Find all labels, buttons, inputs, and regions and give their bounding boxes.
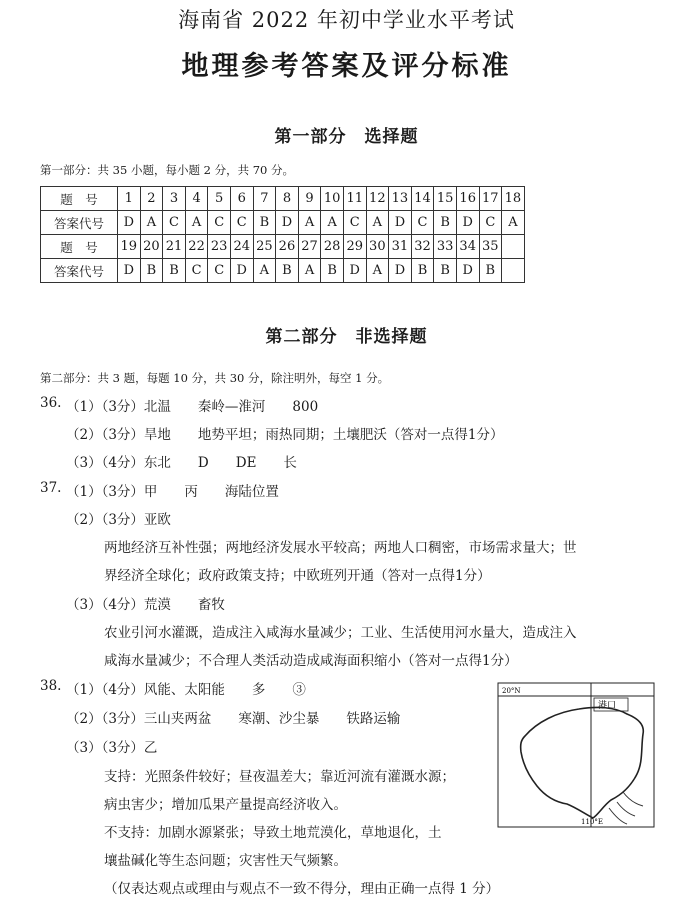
question-number-cell: 12 <box>366 187 389 211</box>
q38-oppose-line2: 壤盐碱化等生态问题；灾害性天气频繁。 <box>104 853 347 869</box>
question-number-cell: 5 <box>208 187 231 211</box>
question-number-cell: 21 <box>163 235 186 259</box>
q38-footnote: （仅表达观点或理由与观点不一致不得分，理由正确一点得 1 分） <box>104 881 500 897</box>
answer-code-cell: C <box>343 211 366 235</box>
answer-code-cell: C <box>208 259 231 283</box>
answer-code-cell: D <box>389 211 412 235</box>
answer-code-cell: A <box>185 211 208 235</box>
q37-answer-3-line1: 农业引河水灌溉，造成注入咸海水量减少；工业、生活使用河水量大，造成注入 <box>104 625 577 641</box>
question-number-cell: 34 <box>456 235 479 259</box>
answer-code-cell: B <box>434 259 457 283</box>
answer-code-cell: D <box>456 211 479 235</box>
answer-code-cell: C <box>185 259 208 283</box>
answer-code-cell: D <box>456 259 479 283</box>
q38-answer-2: （2）（3分）三山夹两盆 寒潮、沙尘暴 铁路运输 <box>66 711 401 727</box>
table-row-answer-codes <box>41 211 525 235</box>
q38-number: 38. <box>40 678 62 694</box>
q36-number: 36. <box>40 395 62 411</box>
answer-code-cell: D <box>118 211 141 235</box>
q36-answer-3: （3）（4分）东北 D DE 长 <box>66 455 297 471</box>
answer-table <box>40 186 525 283</box>
q36-answer-2: （2）（3分）旱地 地势平坦；雨热同期；土壤肥沃（答对一点得1分） <box>66 427 504 443</box>
answer-code-cell: C <box>411 211 434 235</box>
question-number-cell: 17 <box>479 187 502 211</box>
question-number-cell: 18 <box>502 187 525 211</box>
answer-code-cell: C <box>479 211 502 235</box>
question-number-cell: 16 <box>456 187 479 211</box>
table-row-question-numbers <box>41 235 525 259</box>
question-number-cell: 33 <box>434 235 457 259</box>
question-number-cell: 6 <box>230 187 253 211</box>
document-subtitle: 地理参考答案及评分标准 <box>181 51 512 82</box>
part1-note: 第一部分：共 35 小题，每小题 2 分，共 70 分。 <box>40 163 295 177</box>
q37-answer-3: （3）（4分）荒漠 畜牧 <box>66 597 225 613</box>
answer-code-cell: B <box>253 211 276 235</box>
question-number-cell: 20 <box>140 235 163 259</box>
answer-code-cell: D <box>276 211 299 235</box>
q37-answer-1: （1）（3分）甲 丙 海陆位置 <box>66 484 279 500</box>
table-row-answer-codes <box>41 259 525 283</box>
q37-answer-2-line2: 界经济全球化；政府政策支持；中欧班列开通（答对一点得1分） <box>104 568 491 584</box>
answer-code-cell: D <box>230 259 253 283</box>
port-label: 港口 <box>598 701 617 711</box>
q36-answer-1: （1）（3分）北温 秦岭—淮河 800 <box>66 399 319 415</box>
q38-support-line2: 病虫害少；增加瓜果产量提高经济收入。 <box>104 797 347 813</box>
question-number-cell: 25 <box>253 235 276 259</box>
question-number-cell: 7 <box>253 187 276 211</box>
answer-code-cell: A <box>502 211 525 235</box>
question-number-cell: 32 <box>411 235 434 259</box>
answer-code-cell: C <box>230 211 253 235</box>
question-number-cell: 23 <box>208 235 231 259</box>
question-number-cell: 11 <box>343 187 366 211</box>
hainan-map-figure <box>497 682 655 828</box>
question-number-cell: 22 <box>185 235 208 259</box>
answer-code-cell: D <box>389 259 412 283</box>
row-header-cell: 答案代号 <box>41 259 118 283</box>
question-number-cell: 1 <box>118 187 141 211</box>
q38-answer-1: （1）（4分）风能、太阳能 多 ③ <box>66 682 306 698</box>
answer-code-cell: B <box>276 259 299 283</box>
question-number-cell: 4 <box>185 187 208 211</box>
answer-code-cell: C <box>163 211 186 235</box>
question-number-cell: 31 <box>389 235 412 259</box>
exam-title: 海南省 2022 年初中学业水平考试 <box>178 8 515 32</box>
q38-oppose-line1: 不支持：加剧水源紧张；导致土地荒漠化，草地退化，土 <box>104 825 442 841</box>
q37-number: 37. <box>40 480 62 496</box>
longitude-label: 110°E <box>581 818 603 826</box>
answer-code-cell: B <box>163 259 186 283</box>
answer-code-cell: A <box>366 259 389 283</box>
q37-answer-3-line2: 咸海水量减少；不合理人类活动造成咸海面积缩小（答对一点得1分） <box>104 653 518 669</box>
question-number-cell: 19 <box>118 235 141 259</box>
row-header-cell: 题 号 <box>41 235 118 259</box>
question-number-cell: 15 <box>434 187 457 211</box>
q37-answer-2: （2）（3分）亚欧 <box>66 512 171 528</box>
question-number-cell: 35 <box>479 235 502 259</box>
row-header-cell: 答案代号 <box>41 211 118 235</box>
table-row-question-numbers <box>41 187 525 211</box>
question-number-cell: 27 <box>298 235 321 259</box>
question-number-cell: 13 <box>389 187 412 211</box>
question-number-cell: 30 <box>366 235 389 259</box>
answer-code-cell: A <box>366 211 389 235</box>
answer-code-cell: B <box>411 259 434 283</box>
question-number-cell: 8 <box>276 187 299 211</box>
question-number-cell: 2 <box>140 187 163 211</box>
part2-note: 第二部分：共 3 题，每题 10 分，共 30 分，除注明外，每空 1 分。 <box>40 371 390 385</box>
answer-code-cell: A <box>140 211 163 235</box>
question-number-cell: 14 <box>411 187 434 211</box>
question-number-cell: 3 <box>163 187 186 211</box>
q37-answer-2-line1: 两地经济互补性强；两地经济发展水平较高；两地人口稠密，市场需求量大；世 <box>104 540 577 556</box>
question-number-cell: 26 <box>276 235 299 259</box>
answer-code-cell: D <box>343 259 366 283</box>
answer-code-cell: A <box>298 259 321 283</box>
row-header-cell: 题 号 <box>41 187 118 211</box>
question-number-cell: 10 <box>321 187 344 211</box>
answer-code-cell: B <box>321 259 344 283</box>
question-number-cell: 29 <box>343 235 366 259</box>
latitude-label: 20°N <box>502 687 521 695</box>
question-number-cell: 28 <box>321 235 344 259</box>
answer-code-cell: A <box>253 259 276 283</box>
answer-code-cell: D <box>118 259 141 283</box>
answer-code-cell <box>502 259 525 283</box>
answer-code-cell: C <box>208 211 231 235</box>
question-number-cell <box>502 235 525 259</box>
q38-answer-3: （3）（3分）乙 <box>66 740 158 756</box>
answer-code-cell: B <box>479 259 502 283</box>
question-number-cell: 24 <box>230 235 253 259</box>
q38-support-line1: 支持：光照条件较好；昼夜温差大；靠近河流有灌溉水源； <box>104 769 455 785</box>
answer-code-cell: A <box>298 211 321 235</box>
answer-code-cell: B <box>434 211 457 235</box>
part1-heading: 第一部分 选择题 <box>274 127 419 147</box>
answer-code-cell: B <box>140 259 163 283</box>
question-number-cell: 9 <box>298 187 321 211</box>
answer-code-cell: A <box>321 211 344 235</box>
part2-heading: 第二部分 非选择题 <box>265 327 428 347</box>
